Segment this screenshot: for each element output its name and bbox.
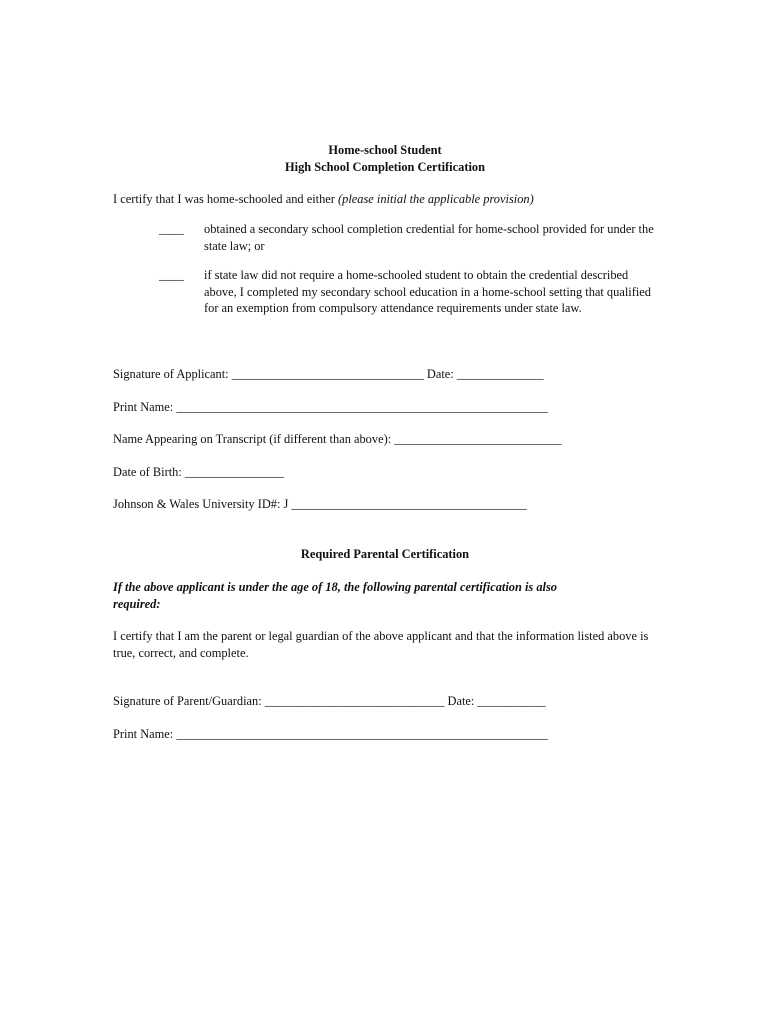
applicant-signature-line[interactable]: Signature of Applicant: _______________________________ Date: ______________ xyxy=(113,367,544,381)
provision-2-initial-blank[interactable]: ____ xyxy=(159,268,184,282)
transcript-name-line[interactable]: Name Appearing on Transcript (if different than above): ___________________________ xyxy=(113,432,562,446)
certification-intro xyxy=(113,191,534,208)
university-id-line[interactable]: Johnson & Wales University ID#: J ______________________________________ xyxy=(113,497,527,511)
certification-intro-text: I certify that I was home-schooled and either xyxy=(113,192,335,206)
page-title-line-2: High School Completion Certification xyxy=(285,160,485,174)
provision-2-text: if state law did not require a home-schooled student to obtain the credential described above, I completed my secondary school education in a home-school setting that qualified for an exemption from compulsory attendance requirements under state law. xyxy=(204,268,651,315)
parental-condition-line-2: required: xyxy=(113,597,161,611)
parent-signature-line[interactable]: Signature of Parent/Guardian: _____________________________ Date: ___________ xyxy=(113,694,546,708)
parental-statement: I certify that I am the parent or legal guardian of the above applicant and that the information listed above is true, correct, and complete. xyxy=(113,629,649,660)
parental-certification-heading: Required Parental Certification xyxy=(300,547,470,561)
parental-condition-line-1: If the above applicant is under the age of 18, the following parental certification is also xyxy=(113,580,557,594)
certification-intro-instruction: (please initial the applicable provision) xyxy=(338,192,534,206)
date-of-birth-line[interactable]: Date of Birth: ________________ xyxy=(113,465,285,479)
page-title-line-1: Home-school Student xyxy=(328,143,442,157)
provision-1-initial-blank[interactable]: ____ xyxy=(159,222,184,236)
applicant-print-name-line[interactable]: Print Name: ____________________________________________________________ xyxy=(113,400,549,414)
parent-print-name-line[interactable]: Print Name: ____________________________________________________________ xyxy=(113,727,549,741)
provision-1-text: obtained a secondary school completion credential for home-school provided for under the state law; or xyxy=(204,222,654,253)
